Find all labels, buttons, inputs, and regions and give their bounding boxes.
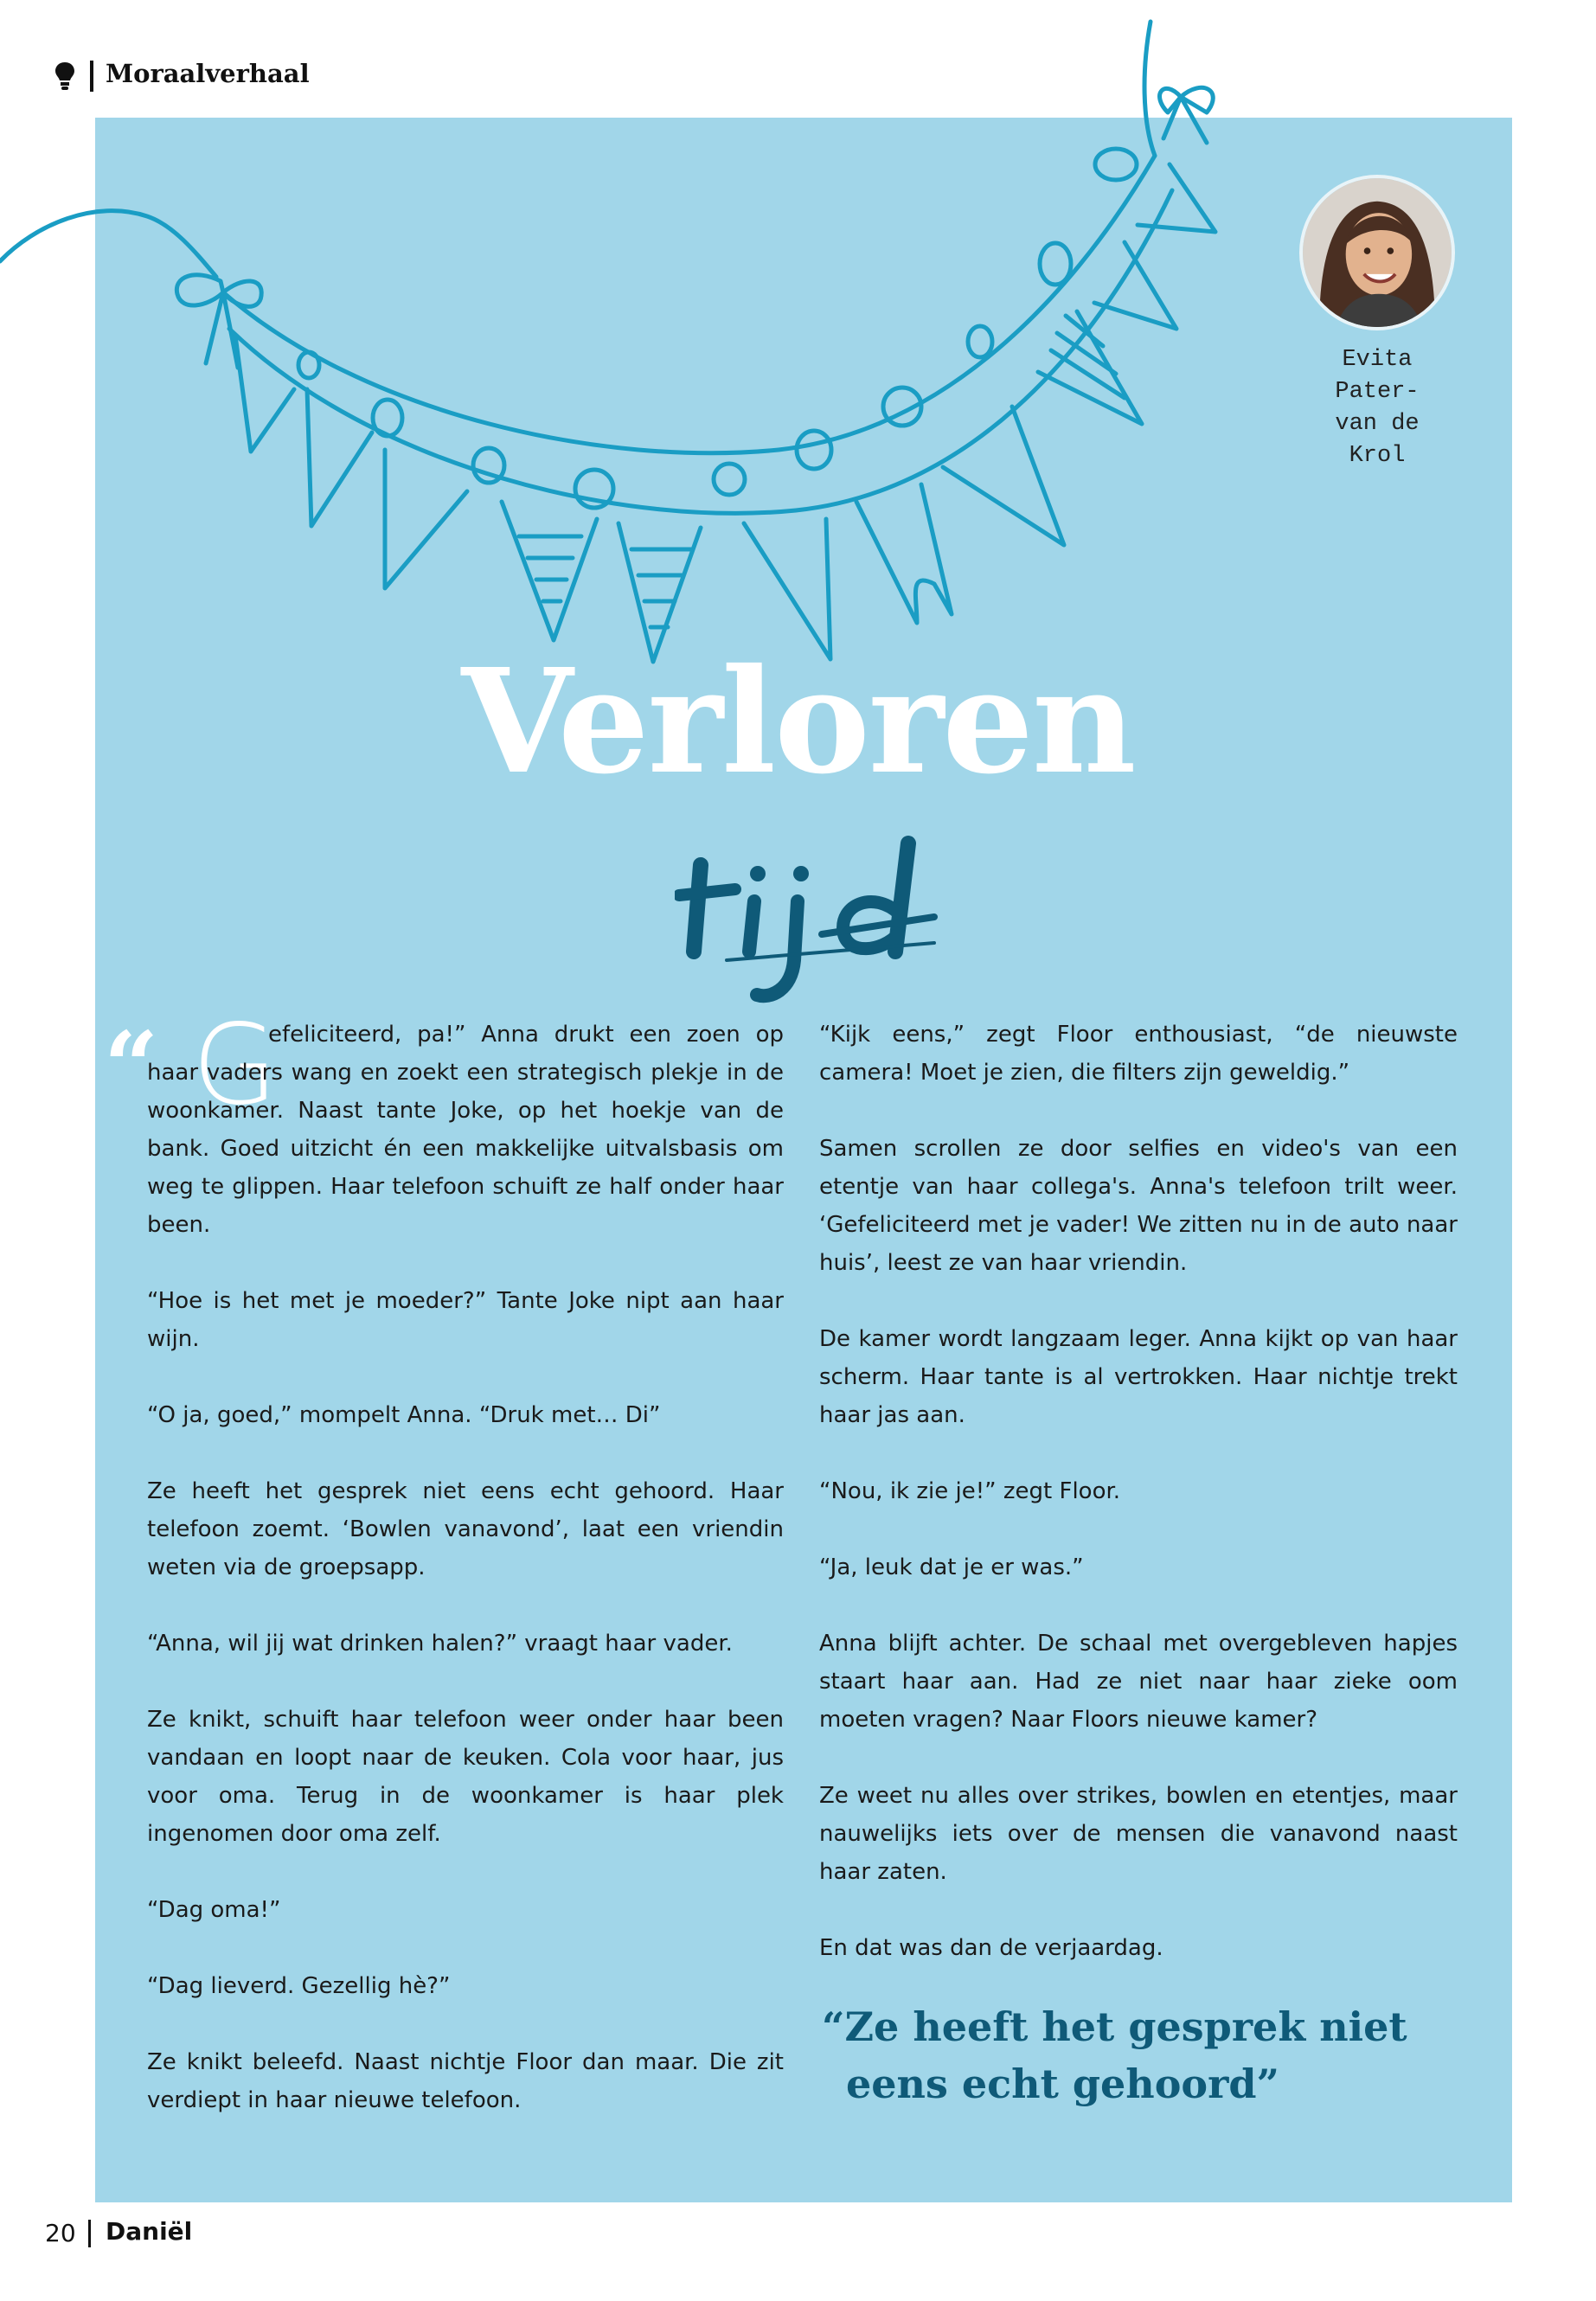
article-column-2 (819, 1016, 1458, 2005)
footer-divider (88, 2220, 91, 2247)
paragraph: En dat was dan de verjaardag. (819, 1935, 1163, 1961)
paragraph: Ze heeft het gesprek niet eens echt gehoord. Haar telefoon zoemt. ‘Bowlen vanavond’, laat een vriendin weten via de groepsapp. (147, 1478, 784, 1580)
paragraph: Samen scrollen ze door selfies en video's van een etentje van haar collega's. Anna's telefoon trilt weer. ‘Gefeliciteerd met je vader! We zitten nu in de auto naar huis’, leest ze van haar vriendin. (819, 1136, 1458, 1276)
paragraph: “Dag lieverd. Gezellig hè?” (147, 1973, 451, 1999)
paragraph: “O ja, goed,” mompelt Anna. “Druk met… Di” (147, 1402, 661, 1428)
paragraph: De kamer wordt langzaam leger. Anna kijkt op van haar scherm. Haar tante is al vertrokken. Haar nichtje trekt haar jas aan. (819, 1326, 1458, 1428)
paragraph: “Hoe is het met je moeder?” Tante Joke nipt aan haar wijn. (147, 1288, 784, 1352)
paragraph: Ze weet nu alles over strikes, bowlen en etentjes, maar nauwelijks iets over de mensen die vanavond naast haar zaten. (819, 1783, 1458, 1885)
author-name-line: Evita (1342, 347, 1413, 373)
paragraph: Ze knikt, schuift haar telefoon weer onder haar been vandaan en loopt naar de keuken. Cola voor haar, jus voor oma. Terug in de woonkamer is haar plek ingenomen door oma zelf. (147, 1707, 784, 1847)
drop-quote-mark: “ (104, 1010, 159, 1122)
bunting-illustration (0, 17, 1298, 709)
article-title: Verloren (461, 638, 1135, 806)
pull-quote-line: “Ze heeft het gesprek niet (822, 2003, 1407, 2050)
paragraph: “Dag oma!” (147, 1897, 281, 1923)
paragraph: Ze knikt beleefd. Naast nichtje Floor dan maar. Die zit verdiept in haar nieuwe telefoon. (147, 2049, 784, 2113)
drop-cap: G (192, 1001, 279, 1130)
author-name-line: Krol (1349, 443, 1406, 469)
author-avatar (1299, 175, 1455, 330)
author-name (1299, 344, 1455, 472)
page-number: 20 (45, 2219, 76, 2247)
article-subtitle (675, 830, 952, 1012)
paragraph: “Anna, wil jij wat drinken halen?” vraagt haar vader. (147, 1631, 733, 1657)
paragraph: “Nou, ik zie je!” zegt Floor. (819, 1478, 1121, 1504)
paragraph: efeliciteerd, pa!” Anna drukt een zoen op haar vaders wang en zoekt een strategisch plekje in de woonkamer. Naast tante Joke, op het hoekje van de bank. Goed uitzicht én een makkelijke uitvalsbasis om weg te glippen. Haar telefoon schuift ze half onder haar been. (147, 1022, 784, 1238)
section-label: Moraalverhaal (106, 59, 310, 88)
article-column-1 (147, 1016, 784, 2157)
author-name-line: van de (1335, 411, 1420, 437)
author-name-line: Pater- (1335, 379, 1420, 405)
paragraph: “Ja, leuk dat je er was.” (819, 1554, 1084, 1580)
magazine-name: Daniël (106, 2217, 193, 2246)
pull-quote-line: eens echt gehoord” (846, 2061, 1279, 2107)
pull-quote (822, 1998, 1445, 2112)
paragraph: “Kijk eens,” zegt Floor enthousiast, “de nieuwste camera! Moet je zien, die filters zijn geweldig.” (819, 1022, 1458, 1086)
paragraph: Anna blijft achter. De schaal met overgebleven hapjes staart haar aan. Had ze niet naar haar zieke oom moeten vragen? Naar Floors nieuwe kamer? (819, 1631, 1458, 1733)
